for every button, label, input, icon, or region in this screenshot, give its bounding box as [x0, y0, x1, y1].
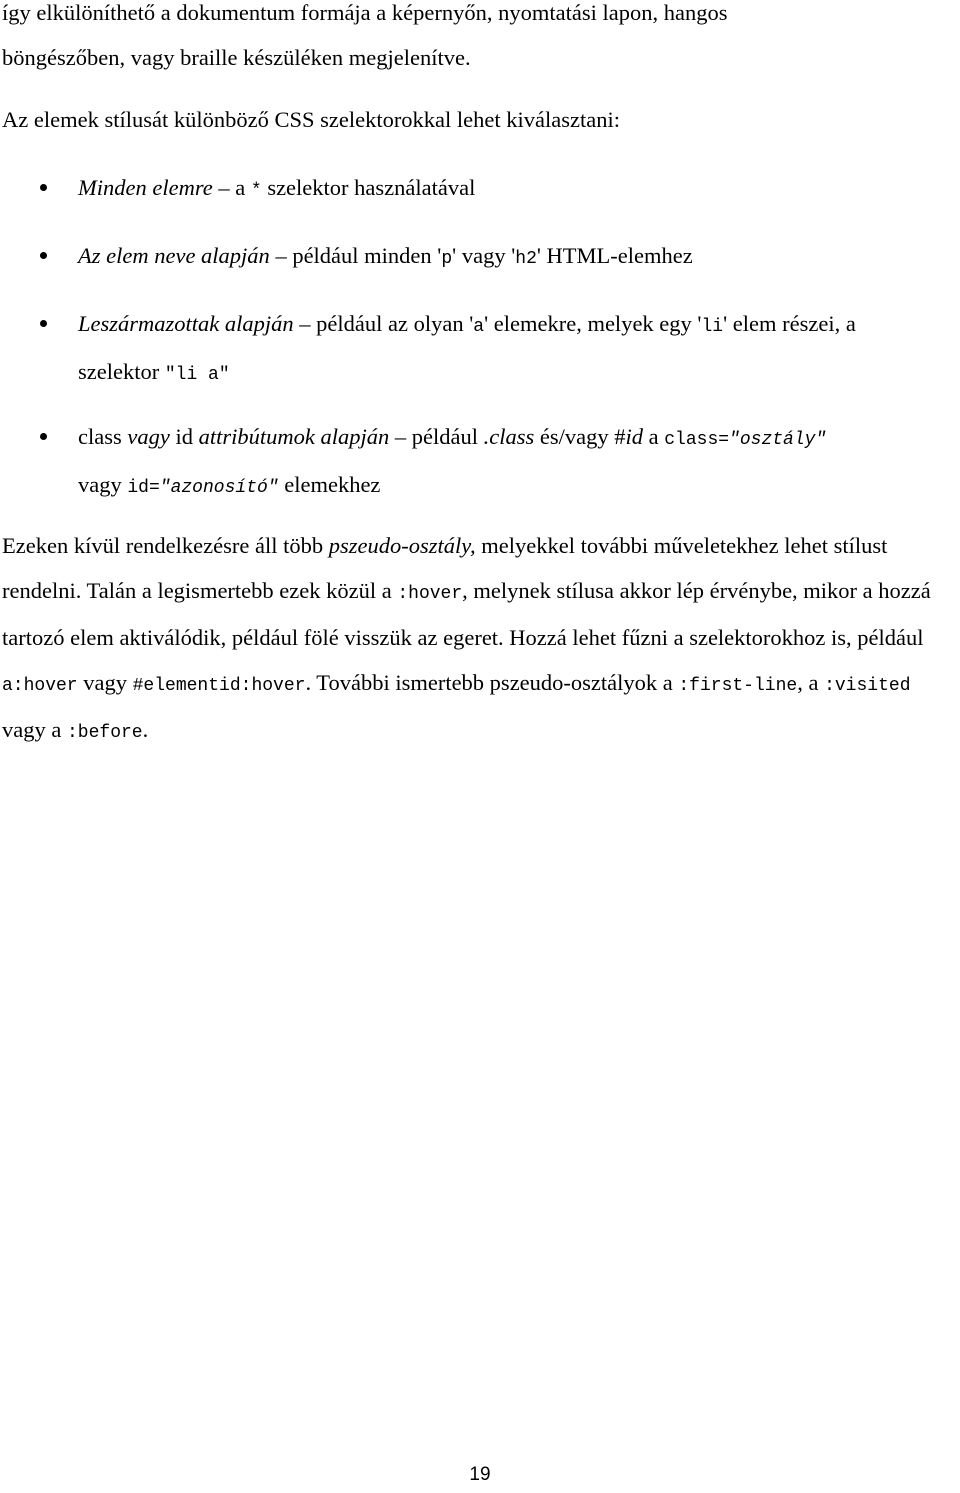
list-item-term: Leszármazottak alapján	[78, 311, 294, 336]
code-snippet: :first-line	[678, 675, 798, 696]
code-snippet: #elementid:hover	[132, 675, 306, 696]
paragraph-text: .	[142, 717, 149, 742]
list-item-text: – például az olyan '	[293, 311, 474, 336]
list-item-text: ' HTML-elemhez	[536, 243, 693, 268]
intro-paragraph	[2, 0, 957, 80]
code-snippet-italic-text: "osztály"	[729, 430, 827, 450]
list-item-text: vagy	[78, 471, 128, 497]
list-item-text: ' elem részei, a	[723, 311, 856, 336]
paragraph-text: vagy	[77, 669, 133, 695]
code-snippet: *	[250, 181, 262, 201]
paragraph-text: melyekkel további műveletekhez lehet stílust rendelni. Talán a legismertebb ezek közül a	[2, 533, 888, 603]
code-snippet: a	[473, 317, 485, 337]
code-snippet: p	[441, 249, 453, 269]
list-item-element-name	[78, 234, 958, 282]
list-item-text: és/vagy #	[534, 424, 626, 449]
list-item-class-id	[78, 415, 958, 510]
code-snippet: h2	[515, 249, 537, 269]
bullet-icon	[40, 252, 47, 259]
list-item-text: szelektor használatával	[261, 175, 476, 200]
code-snippet: class=	[664, 430, 730, 450]
list-item-term: attribútumok alapján	[198, 424, 390, 449]
code-snippet: :hover	[397, 583, 463, 604]
list-item-text: id	[169, 424, 199, 449]
code-snippet: :before	[66, 723, 143, 743]
intro-line-1: így elkülöníthető a dokumentum formája a képernyőn, nyomtatási lapon, hangos	[2, 0, 728, 25]
list-item-text: – például minden '	[269, 243, 442, 268]
bullet-icon	[40, 184, 47, 191]
bullet-icon	[40, 433, 47, 440]
list-item-term: id	[625, 424, 643, 449]
page-number: 19	[469, 1464, 491, 1485]
code-snippet-italic	[160, 478, 279, 498]
list-item-text: a	[642, 424, 665, 449]
list-item-term: .class	[483, 424, 535, 449]
list-item-text: – a	[212, 175, 251, 200]
list-item-text: class	[78, 424, 128, 449]
list-item-text: ' elemekre, melyek egy '	[484, 311, 702, 336]
paragraph-text: . További ismertebb pszeudo-osztályok a	[305, 669, 679, 695]
pseudo-class-paragraph	[2, 524, 957, 756]
list-item-term: Minden elemre	[78, 175, 213, 200]
selectors-lead-paragraph: Az elemek stílusát különböző CSS szelektorokkal lehet kiválasztani:	[2, 107, 620, 132]
paragraph-text: vagy a	[2, 717, 67, 742]
list-item-text: – például	[389, 424, 484, 449]
paragraph-text: , melynek stílusa akkor lép érvénybe, mikor a hozzá tartozó elem aktiválódik, például fölé visszük az egeret. Hozzá lehet fűzni a szelektorokhoz is, például	[2, 577, 931, 650]
code-snippet-italic	[729, 430, 826, 450]
code-snippet: a:hover	[2, 675, 78, 696]
paragraph-term: pszeudo-osztály,	[328, 533, 476, 558]
code-snippet: li	[701, 317, 724, 337]
bullet-icon	[40, 320, 47, 327]
intro-line-2: böngészőben, vagy braille készüléken megjelenítve.	[2, 44, 471, 70]
list-item-text: szelektor	[78, 358, 165, 384]
list-item-all-elements	[78, 166, 958, 214]
list-item-text: elemekhez	[278, 471, 381, 497]
paragraph-text: , a	[797, 669, 825, 695]
list-item-term: vagy	[127, 424, 170, 449]
code-snippet: id=	[127, 477, 160, 498]
list-item-descendants	[78, 302, 958, 397]
list-item-text: ' vagy '	[452, 243, 516, 268]
code-snippet: :visited	[824, 675, 911, 696]
paragraph-text: Ezeken kívül rendelkezésre áll több	[2, 533, 329, 558]
code-snippet: "li a"	[164, 364, 230, 385]
code-snippet-italic-text: "azonosító"	[159, 477, 279, 498]
list-item-term: Az elem neve alapján	[78, 243, 270, 268]
